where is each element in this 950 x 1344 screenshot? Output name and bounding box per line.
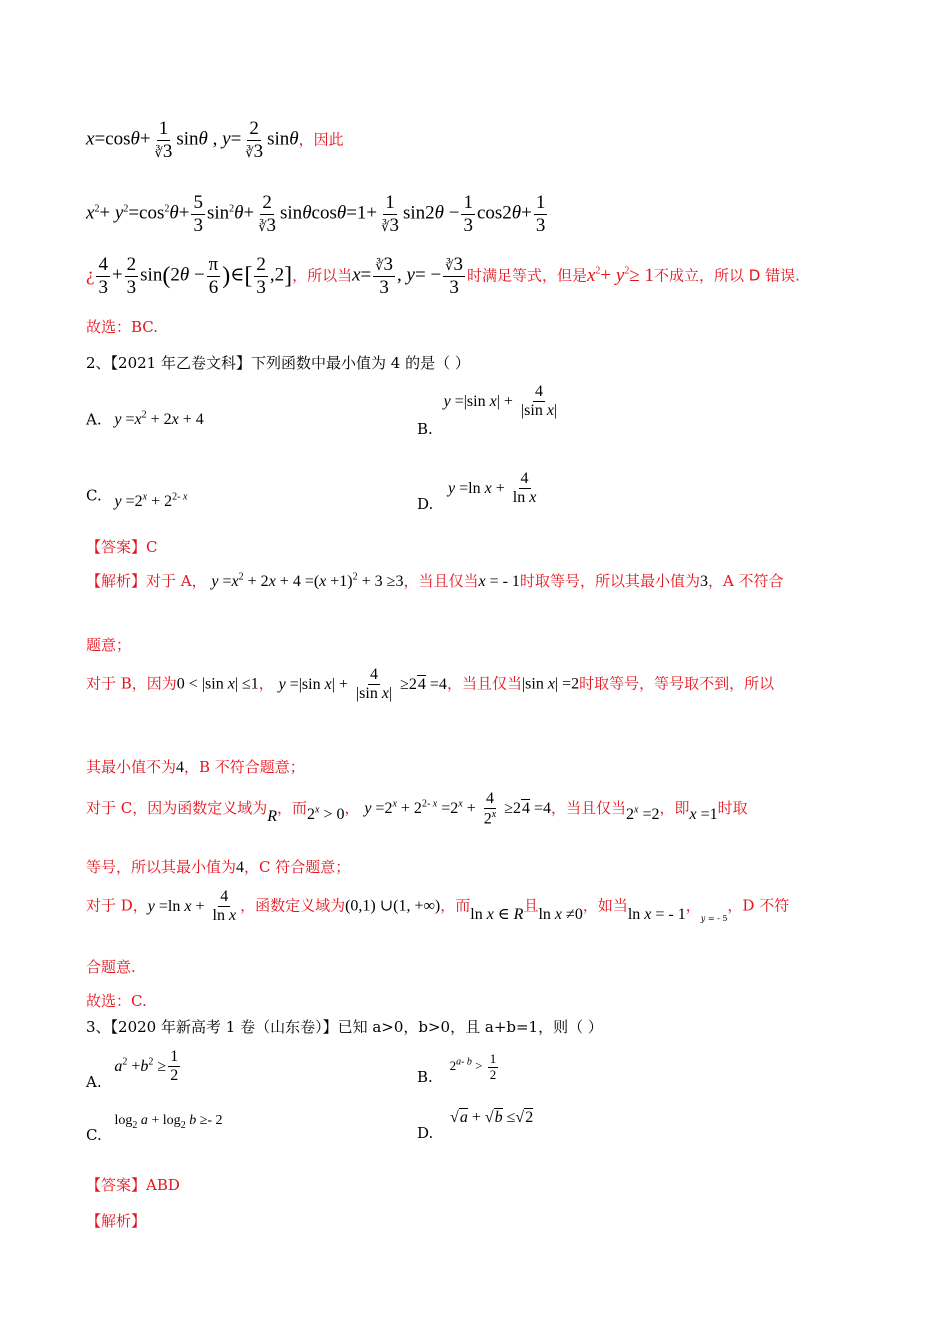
- q3-option-c: C. $\log_2 a + \log_2 b \ge- 2$: [86, 1113, 223, 1144]
- answer-line: 故选：BC.: [86, 318, 159, 336]
- q2-analysis-b-cont: 其最小值不为4，B 不符合题意；: [86, 758, 305, 776]
- fraction: $\frac{2}{∛3}$: [245, 118, 264, 162]
- q2-analysis-c-cont: 等号，所以其最小值为4，C 符合题意；: [86, 858, 351, 876]
- formula-line-1: x=cosθ+ $\frac{1}{∛3}$ sinθ , y= $\frac{2}{∛3}$ sinθ，因此: [86, 118, 344, 162]
- text: 不成立，所以 D 错误.: [654, 266, 800, 285]
- q2-analysis-a-cont: 题意；: [86, 636, 132, 654]
- q2-option-b: B. y =|sin x| + $\frac{4}{\text{|sin x|}}$: [417, 383, 558, 438]
- text: 时满足等式，但是: [466, 266, 587, 285]
- q2-final-answer: 故选：C.: [86, 992, 147, 1010]
- q2-analysis-d: 对于 D，y =ln x + $\frac{4}{\text{ln x}}$ ，函数定义域为(0,1) ∪(1, +∞)，而ln x ∈ R且ln x ≠0，如当ln x = - 1，$_{y = - 5}$，D 不符: [86, 888, 790, 925]
- q2-analysis-c: 对于 C，因为函数定义域为R，而$2^x > 0$， $y =2^x + 2^{2- x} =2^x$ + $\frac{4}{2^x}$ ≥24 =4，当且仅当$2^x =2$，即x =1时取: [86, 790, 748, 828]
- q2-option-d: D. y =ln x + $\frac{4}{\text{ln x}}$: [417, 470, 537, 513]
- q3-answer: 【答案】ABD: [86, 1176, 180, 1194]
- q2-analysis-d-cont: 合题意.: [86, 958, 136, 976]
- q2-analysis-b: 对于 B，因为0 < |sin x| ≤1， y =|sin x| + $\frac{4}{\text{|sin x|}}$ ≥24 =4，当且仅当|sin x| =2时取等号，等号取不到，所以: [86, 666, 775, 703]
- q2-option-c: C. $y =2^x + 2^{2- x}$: [86, 486, 188, 511]
- question-2-stem: 2、【2021 年乙卷文科】下列函数中最小值为 4 的是（ ）: [86, 354, 470, 372]
- fraction: $\frac{1}{∛3}$: [154, 118, 173, 162]
- question-3-stem: 3、【2020 年新高考 1 卷（山东卷）】已知 a>0，b>0，且 a+b=1，则（ ）: [86, 1018, 603, 1036]
- therefore-text: ，因此: [298, 130, 344, 149]
- q2-answer: 【答案】C: [86, 538, 158, 556]
- q2-option-a: A. $y =x^2 + 2x + 4$: [86, 410, 204, 429]
- formula-line-3: ¿ $\frac{4}{3}$ + $\frac{2}{3}$ sin(2θ − $\frac{\pi}{6}$ )∈[ $\frac{2}{3}$ ,2]，所以当x= $\frac{∛3}{3}$ , y= − $\frac{∛3}{3}$ 时满足等式，但是$x^2+ y^2\ge 1$不成立，所以 D 错误.: [86, 254, 800, 298]
- q3-option-b: B. $2^{a- b}$ > $\frac{1}{2}$: [417, 1051, 497, 1087]
- text: ，所以当: [292, 266, 353, 285]
- q3-analysis: 【解析】: [86, 1212, 147, 1230]
- q3-option-d: D. √a + √b ≤√2: [417, 1109, 534, 1142]
- q3-option-a: A. $a^2 +b^2$ ≥ $\frac{1}{2}$: [86, 1048, 179, 1091]
- formula-line-2: $x^2+ y^2=\cos^2\theta+$ $\frac{5}{3}$ $\sin^2\theta+$ $\frac{2}{∛3}$ sinθcosθ=1+ $\frac{1}{∛3}$ sin2θ − $\frac{1}{3}$ cos2θ+ $\frac{1}{3}$: [86, 192, 546, 236]
- q2-analysis-a: 【解析】对于 A， $y =x^2 + 2x + 4 =(x +1)^2 + 3 \ge 3$，当且仅当x = - 1时取等号，所以其最小值为3，A 不符合: [86, 571, 784, 590]
